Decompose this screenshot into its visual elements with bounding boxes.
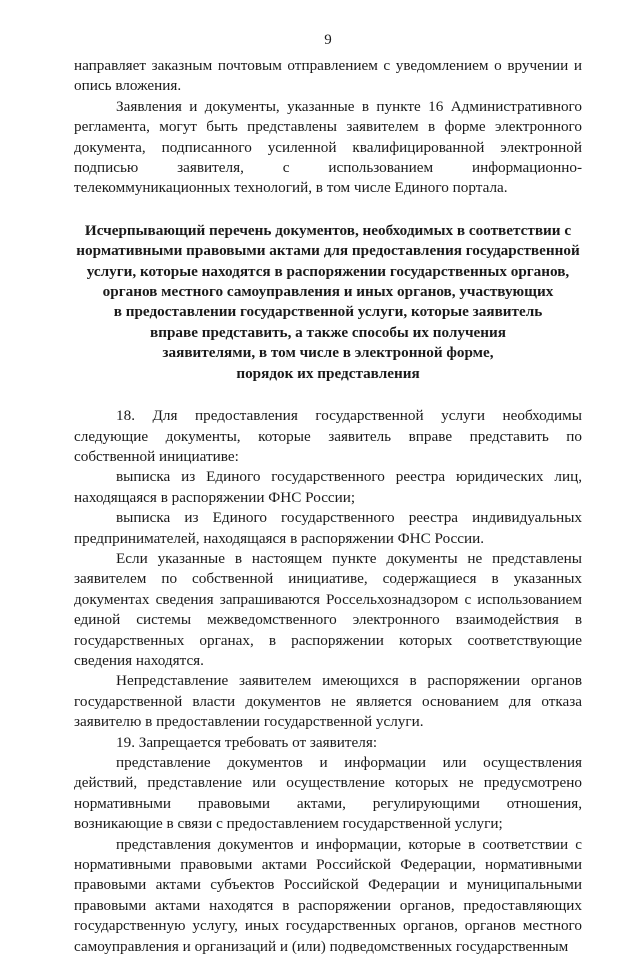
intro-paragraph-continuation: направляет заказным почтовым отправлением с уведомлением о вручении и опись вложения. [74, 57, 582, 95]
paragraph-item-18: 18. Для предоставления государственной услуги необходимы следующие документы, которые заявитель вправе представить по собственной инициативе: [74, 407, 582, 465]
page-number: 9 [324, 32, 332, 48]
paragraph-prohibition-1: представление документов и информации или осуществления действий, представление или осуществление которых не предусмотрено нормативными правовыми актами, регулирующими отношения, возникающие в связи с предоставлением государственной услуги; [74, 754, 582, 833]
paragraph-interagency-request: Если указанные в настоящем пункте документы не представлены заявителем по собственной инициативе, содержащиеся в указанных документах сведения запрашиваются Россельхознадзором с использованием единой системы межведомственного электронного взаимодействия в государственных органах, в распоряжении которых соответствующие сведения находятся. [74, 549, 582, 669]
paragraph-entrepreneurs-extract: выписка из Единого государственного реестра индивидуальных предпринимателей, находящаяся в распоряжении ФНС России. [74, 509, 582, 547]
paragraph-prohibition-2: представления документов и информации, которые в соответствии с нормативными правовыми актами Российской Федерации, нормативными правовыми актами субъектов Российской Федерации и муниципальными правовыми актами находятся в распоряжении органов, предоставляющих государственную услугу, иных государственных органов, органов местного самоуправления и организаций и (или) подведомственных государственным [74, 835, 582, 955]
intro-paragraph-electronic-form: Заявления и документы, указанные в пункте 16 Административного регламента, могут быть представлены заявителем в форме электронного документа, подписанного усиленной квалифицированной электронной подписью заявителя, с использованием информационно-телекоммуникационных технологий, в том числе Единого портала. [74, 97, 582, 197]
document-page [74, 30, 582, 957]
paragraph-legal-entities-extract: выписка из Единого государственного реестра юридических лиц, находящаяся в распоряжении ФНС России; [74, 468, 582, 506]
paragraph-non-submission: Непредставление заявителем имеющихся в распоряжении органов государственной власти документов не является основанием для отказа заявителю в предоставлении государственной услуги. [74, 672, 582, 731]
heading-line: порядок их представления [236, 364, 420, 382]
section-heading [74, 221, 582, 384]
heading-line: услуги, которые находятся в распоряжении государственных органов, [86, 262, 570, 280]
heading-line: органов местного самоуправления и иных органов, участвующих [102, 283, 554, 301]
heading-line: в предоставлении государственной услуги, которые заявитель [113, 303, 543, 321]
section-body [74, 406, 582, 957]
heading-line: Исчерпывающий перечень документов, необходимых в соответствии с [84, 221, 572, 239]
heading-line: вправе представить, а также способы их получения [150, 323, 506, 341]
heading-line: нормативными правовыми актами для предоставления государственной [76, 242, 580, 260]
heading-line: заявителями, в том числе в электронной форме, [162, 344, 494, 362]
paragraph-item-19: 19. Запрещается требовать от заявителя: [116, 733, 378, 751]
